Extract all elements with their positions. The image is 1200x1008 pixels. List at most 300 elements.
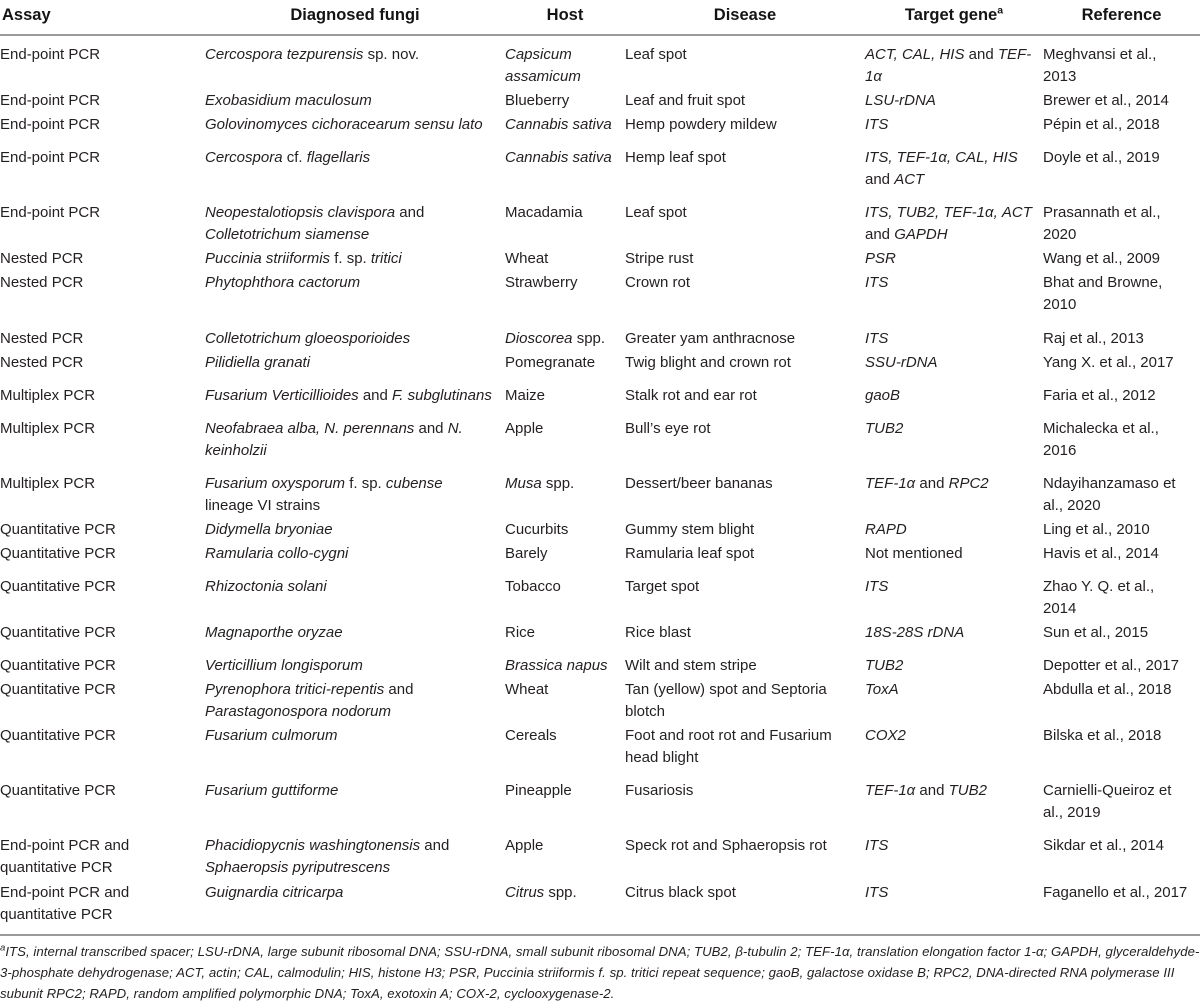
cell-disease: Wilt and stem stripe [625, 657, 757, 675]
cell-assay: Quantitative PCR [0, 624, 116, 642]
taxon-italic: TEF-1α [865, 474, 916, 492]
cell-host [505, 834, 625, 880]
text-roman: Macadamia [505, 204, 583, 222]
table-row [0, 384, 1200, 408]
row-spacer-cell [1043, 566, 1200, 575]
text-roman: and [358, 386, 393, 404]
cell-host [505, 472, 625, 518]
cell-assay: Quantitative PCR [0, 782, 116, 800]
row-spacer-cell [505, 318, 625, 327]
header-spacer-cell [1043, 35, 1200, 43]
cell-reference: Michalecka et al., 2016 [1043, 419, 1159, 459]
row-spacer-cell [505, 770, 625, 779]
cell-host [505, 146, 625, 192]
cell-assay: End-point PCR [0, 92, 101, 110]
cell-reference: Prasannath et al., 2020 [1043, 204, 1161, 244]
cell-diagnosed-fungi [205, 351, 505, 375]
row-spacer [0, 318, 1200, 327]
text-roman: Pineapple [505, 782, 572, 800]
text-roman: Tobacco [505, 577, 561, 595]
taxon-italic: LSU-rDNA [865, 92, 936, 110]
cell-host [505, 201, 625, 247]
cell-host [505, 384, 625, 408]
cell-reference: Abdulla et al., 2018 [1043, 681, 1172, 699]
row-spacer-cell [505, 375, 625, 384]
text-roman: Apple [505, 837, 544, 855]
cell-diagnosed-fungi [205, 146, 505, 192]
cell-reference: Faganello et al., 2017 [1043, 883, 1188, 901]
table-row [0, 271, 1200, 317]
cell-target-gene [865, 201, 1043, 247]
cell-reference: Meghvansi et al., 2013 [1043, 46, 1157, 86]
row-spacer-cell [625, 318, 865, 327]
cell-reference: Brewer et al., 2014 [1043, 92, 1169, 110]
table-row [0, 351, 1200, 375]
taxon-italic: Phacidiopycnis washingtonensis [205, 837, 421, 855]
column-header-host: Host [505, 0, 625, 35]
taxon-italic: COX2 [865, 727, 906, 745]
cell-target-gene [865, 542, 1043, 566]
taxon-italic: Colletotrichum siamense [205, 226, 370, 244]
cell-host [505, 417, 625, 463]
row-spacer-cell [625, 137, 865, 146]
cell-host [505, 724, 625, 770]
table-header-row [0, 0, 1200, 35]
cell-assay: Quantitative PCR [0, 544, 116, 562]
cell-diagnosed-fungi [205, 881, 505, 927]
row-spacer-cell [205, 463, 505, 472]
taxon-italic: PSR [865, 250, 896, 268]
row-spacer [0, 463, 1200, 472]
row-spacer-cell [205, 137, 505, 146]
cell-disease: Leaf spot [625, 204, 687, 222]
text-roman: Barely [505, 544, 548, 562]
row-spacer-cell [865, 825, 1043, 834]
row-spacer-cell [865, 463, 1043, 472]
row-spacer [0, 137, 1200, 146]
taxon-italic: TEF-1α [865, 782, 916, 800]
text-roman: f. sp. [330, 250, 371, 268]
table-header [0, 0, 1200, 43]
taxon-italic: Magnaporthe oryzae [205, 624, 343, 642]
taxon-italic: Sphaeropsis pyriputrescens [205, 859, 391, 877]
cell-diagnosed-fungi [205, 724, 505, 770]
cell-disease: Leaf spot [625, 46, 687, 63]
taxon-italic: Pyrenophora tritici-repentis [205, 681, 385, 699]
taxon-italic: ITS [865, 329, 889, 347]
taxon-italic: Musa [505, 474, 542, 492]
cell-assay: Nested PCR [0, 250, 84, 268]
footnote-text: ITS, internal transcribed spacer; LSU-rDNA, large subunit ribosomal DNA; SSU-rDNA, small subunit ribosomal DNA; TUB2, β-tubulin 2; TEF-1α, translation elongation factor 1-α; GAPDH, glyceraldehyde-3-phosphate dehydrogenase; ACT, actin; CAL, calmodulin; HIS, histone H3; PSR, Puccinia striiformis f. sp. tritici repeat sequence; gaoB, galactose oxidase B; RPC2, DNA-directed RNA polymerase III subunit RPC2; RAPD, random amplified polymorphic DNA; ToxA, exotoxin A; COX-2, cyclooxygenase-2. [0, 943, 1200, 1002]
taxon-italic: TUB2 [865, 657, 904, 675]
text-roman: Apple [505, 419, 544, 437]
taxon-italic: Fusarium guttiforme [205, 782, 339, 800]
row-spacer-cell [505, 192, 625, 201]
header-spacer-cell [0, 35, 205, 43]
cell-host [505, 247, 625, 271]
cell-disease: Hemp powdery mildew [625, 116, 777, 134]
row-spacer-cell [625, 408, 865, 417]
column-header-diagnosed-fungi: Diagnosed fungi [205, 0, 505, 35]
taxon-italic: ITS [865, 883, 889, 901]
taxon-italic: Capsicum assamicum [505, 46, 581, 86]
cell-target-gene [865, 518, 1043, 542]
taxon-italic: Golovinomyces cichoracearum sensu lato [205, 116, 483, 134]
taxon-italic: TUB2 [865, 419, 904, 437]
text-roman: and [384, 681, 414, 699]
cell-diagnosed-fungi [205, 621, 505, 645]
text-roman: and [414, 419, 448, 437]
cell-disease: Stalk rot and ear rot [625, 386, 757, 404]
cell-host [505, 43, 625, 89]
cell-target-gene [865, 351, 1043, 375]
row-spacer [0, 408, 1200, 417]
table-row [0, 724, 1200, 770]
text-roman: Strawberry [505, 274, 578, 292]
table-row [0, 654, 1200, 678]
column-header-assay: Assay [0, 0, 205, 35]
cell-assay: Multiplex PCR [0, 474, 96, 492]
cell-disease: Gummy stem blight [625, 520, 755, 538]
row-spacer-cell [0, 318, 205, 327]
row-spacer-cell [865, 770, 1043, 779]
cell-reference: Havis et al., 2014 [1043, 544, 1159, 562]
row-spacer-cell [625, 375, 865, 384]
row-spacer-cell [865, 192, 1043, 201]
row-spacer-cell [0, 645, 205, 654]
table-row [0, 43, 1200, 89]
cell-disease: Ramularia leaf spot [625, 544, 755, 562]
taxon-italic: Rhizoctonia solani [205, 577, 327, 595]
taxon-italic: tritici [370, 250, 402, 268]
cell-assay: Quantitative PCR [0, 681, 116, 699]
row-spacer-cell [865, 566, 1043, 575]
row-spacer-cell [625, 192, 865, 201]
text-roman: Not mentioned [865, 544, 963, 562]
cell-host [505, 575, 625, 621]
cell-host [505, 89, 625, 113]
cell-reference: Pépin et al., 2018 [1043, 116, 1160, 134]
taxon-italic: Neopestalotiopsis clavispora [205, 204, 396, 222]
cell-host [505, 678, 625, 724]
taxon-italic: GAPDH [894, 226, 948, 244]
row-spacer-cell [1043, 645, 1200, 654]
cell-reference: Faria et al., 2012 [1043, 386, 1156, 404]
table-body [0, 43, 1200, 927]
footnote-marker: a [0, 942, 6, 954]
taxon-italic: Colletotrichum gloeosporioides [205, 329, 411, 347]
cell-target-gene [865, 43, 1043, 89]
row-spacer-cell [505, 645, 625, 654]
text-roman: lineage VI strains [205, 496, 321, 514]
cell-reference: Raj et al., 2013 [1043, 329, 1144, 347]
taxon-italic: gaoB [865, 386, 901, 404]
row-spacer-cell [625, 566, 865, 575]
cell-disease: Crown rot [625, 274, 691, 292]
cell-host [505, 779, 625, 825]
cell-reference: Depotter et al., 2017 [1043, 657, 1179, 675]
cell-diagnosed-fungi [205, 518, 505, 542]
cell-diagnosed-fungi [205, 542, 505, 566]
cell-assay: End-point PCR and quantitative PCR [0, 837, 130, 877]
column-header-reference: Reference [1043, 0, 1200, 35]
cell-target-gene [865, 472, 1043, 518]
cell-assay: End-point PCR [0, 46, 101, 63]
taxon-italic: SSU-rDNA [865, 353, 938, 371]
cell-assay: End-point PCR [0, 204, 101, 222]
cell-reference: Ling et al., 2010 [1043, 520, 1150, 538]
cell-host [505, 271, 625, 317]
taxon-italic: Citrus [505, 883, 545, 901]
table-row [0, 89, 1200, 113]
cell-target-gene [865, 654, 1043, 678]
row-spacer-cell [205, 825, 505, 834]
cell-target-gene [865, 89, 1043, 113]
taxon-italic: Puccinia striiformis [205, 250, 331, 268]
text-roman: and [865, 171, 895, 189]
cell-disease: Greater yam anthracnose [625, 329, 796, 347]
cell-assay: End-point PCR and quantitative PCR [0, 883, 130, 923]
taxon-italic: Parastagonospora nodorum [205, 703, 391, 721]
row-spacer-cell [505, 463, 625, 472]
cell-target-gene [865, 678, 1043, 724]
row-spacer-cell [0, 408, 205, 417]
text-roman: and [915, 474, 949, 492]
cell-target-gene [865, 575, 1043, 621]
row-spacer-cell [865, 408, 1043, 417]
cell-disease: Citrus black spot [625, 883, 736, 901]
row-spacer-cell [0, 825, 205, 834]
table-row [0, 779, 1200, 825]
cell-disease: Fusariosis [625, 782, 694, 800]
cell-host [505, 327, 625, 351]
cell-assay: Multiplex PCR [0, 419, 96, 437]
taxon-italic: Cannabis sativa [505, 116, 612, 134]
row-spacer-cell [0, 192, 205, 201]
cell-reference: Bilska et al., 2018 [1043, 727, 1162, 745]
row-spacer-cell [1043, 318, 1200, 327]
table-row [0, 327, 1200, 351]
row-spacer-cell [1043, 375, 1200, 384]
header-spacer-cell [625, 35, 865, 43]
cell-diagnosed-fungi [205, 417, 505, 463]
text-roman: and [964, 46, 998, 63]
taxon-italic: ACT, CAL, HIS [865, 46, 965, 63]
cell-diagnosed-fungi [205, 271, 505, 317]
taxon-italic: ACT [894, 171, 925, 189]
taxon-italic: ITS [865, 577, 889, 595]
row-spacer-cell [0, 770, 205, 779]
row-spacer [0, 645, 1200, 654]
row-spacer [0, 566, 1200, 575]
taxon-italic: RAPD [865, 520, 907, 538]
cell-diagnosed-fungi [205, 834, 505, 880]
cell-target-gene [865, 881, 1043, 927]
taxon-italic: RPC2 [948, 474, 989, 492]
taxon-italic: ITS [865, 837, 889, 855]
table-row [0, 472, 1200, 518]
cell-diagnosed-fungi [205, 678, 505, 724]
taxon-italic: Neofabraea alba, N. perennans [205, 419, 415, 437]
taxon-italic: Cannabis sativa [505, 149, 612, 167]
cell-assay: End-point PCR [0, 116, 101, 134]
taxon-italic: N. keinholzii [205, 419, 463, 459]
taxon-italic: ITS, TUB2, TEF-1α, ACT [865, 204, 1032, 222]
cell-target-gene [865, 417, 1043, 463]
row-spacer-cell [865, 645, 1043, 654]
cell-target-gene [865, 834, 1043, 880]
taxon-italic: Guignardia citricarpa [205, 883, 344, 901]
cell-host [505, 654, 625, 678]
table-row [0, 518, 1200, 542]
taxon-italic: TUB2 [948, 782, 987, 800]
cell-disease: Dessert/beer bananas [625, 474, 773, 492]
row-spacer-cell [0, 566, 205, 575]
text-roman: spp. [541, 474, 575, 492]
row-spacer [0, 192, 1200, 201]
row-spacer-cell [205, 318, 505, 327]
cell-disease: Target spot [625, 577, 700, 595]
cell-reference: Yang X. et al., 2017 [1043, 353, 1174, 371]
row-spacer-cell [625, 463, 865, 472]
row-spacer-cell [1043, 137, 1200, 146]
cell-host [505, 351, 625, 375]
cell-diagnosed-fungi [205, 113, 505, 137]
row-spacer-cell [625, 645, 865, 654]
row-spacer [0, 375, 1200, 384]
cell-diagnosed-fungi [205, 43, 505, 89]
table-footnote [0, 936, 1200, 1005]
cell-assay: Multiplex PCR [0, 386, 96, 404]
cell-assay: Nested PCR [0, 353, 84, 371]
taxon-italic: flagellaris [306, 149, 371, 167]
cell-reference: Doyle et al., 2019 [1043, 149, 1160, 167]
taxon-italic: Verticillium longisporum [205, 657, 363, 675]
cell-assay: Quantitative PCR [0, 657, 116, 675]
cell-host [505, 113, 625, 137]
taxon-italic: 18S-28S rDNA [865, 624, 965, 642]
cell-disease: Leaf and fruit spot [625, 92, 746, 110]
cell-diagnosed-fungi [205, 779, 505, 825]
cell-disease: Speck rot and Sphaeropsis rot [625, 837, 827, 855]
text-roman: and [395, 204, 425, 222]
table-row [0, 678, 1200, 724]
taxon-italic: Cercospora [205, 149, 283, 167]
text-roman: Wheat [505, 681, 549, 699]
taxon-italic: Cercospora tezpurensis [205, 46, 364, 63]
table-row [0, 834, 1200, 880]
text-roman: Cucurbits [505, 520, 569, 538]
table-row [0, 113, 1200, 137]
cell-assay: End-point PCR [0, 149, 101, 167]
row-spacer-cell [0, 463, 205, 472]
header-spacer-row [0, 35, 1200, 43]
cell-diagnosed-fungi [205, 472, 505, 518]
taxon-italic: Exobasidium maculosum [205, 92, 372, 110]
taxon-italic: Pilidiella granati [205, 353, 311, 371]
cell-disease: Rice blast [625, 624, 691, 642]
cell-disease: Bull’s eye rot [625, 419, 711, 437]
cell-reference: Zhao Y. Q. et al., 2014 [1043, 577, 1155, 617]
text-roman: spp. [544, 883, 577, 901]
header-spacer-cell [205, 35, 505, 43]
text-roman: Cereals [505, 727, 557, 745]
row-spacer-cell [0, 375, 205, 384]
row-spacer-cell [205, 375, 505, 384]
text-roman: f. sp. [345, 474, 386, 492]
cell-diagnosed-fungi [205, 575, 505, 621]
cell-host [505, 542, 625, 566]
row-spacer [0, 825, 1200, 834]
text-roman: Pomegranate [505, 353, 596, 371]
column-header-disease: Disease [625, 0, 865, 35]
table-row [0, 201, 1200, 247]
row-spacer-cell [205, 192, 505, 201]
cell-reference: Sikdar et al., 2014 [1043, 837, 1164, 855]
taxon-italic: Brassica napus [505, 657, 608, 675]
row-spacer-cell [625, 770, 865, 779]
cell-target-gene [865, 271, 1043, 317]
taxon-italic: F. subglutinans [392, 386, 492, 404]
taxon-italic: Fusarium oxysporum [205, 474, 346, 492]
row-spacer-cell [1043, 408, 1200, 417]
cell-diagnosed-fungi [205, 89, 505, 113]
cell-assay: Quantitative PCR [0, 727, 116, 745]
taxon-italic: ITS [865, 274, 889, 292]
cell-diagnosed-fungi [205, 247, 505, 271]
row-spacer [0, 770, 1200, 779]
taxon-italic: ITS [865, 116, 889, 134]
row-spacer-cell [865, 375, 1043, 384]
cell-target-gene [865, 724, 1043, 770]
cell-target-gene [865, 327, 1043, 351]
cell-host [505, 881, 625, 927]
table-row [0, 146, 1200, 192]
table-row [0, 575, 1200, 621]
cell-assay: Nested PCR [0, 274, 84, 292]
cell-reference: Ndayihanzamaso et al., 2020 [1043, 474, 1176, 514]
header-spacer-cell [505, 35, 625, 43]
text-roman: spp. [572, 329, 606, 347]
text-roman: Maize [505, 386, 546, 404]
header-spacer-cell [865, 35, 1043, 43]
cell-diagnosed-fungi [205, 327, 505, 351]
column-header-target-gene [865, 0, 1043, 35]
cell-reference: Bhat and Browne, 2010 [1043, 274, 1163, 314]
taxon-italic: TEF-1α [865, 46, 1032, 86]
taxon-italic: Ramularia collo-cygni [205, 544, 349, 562]
cell-diagnosed-fungi [205, 384, 505, 408]
cell-host [505, 518, 625, 542]
taxon-italic: Phytophthora cactorum [205, 274, 361, 292]
taxon-italic: ITS, TEF-1α, CAL, HIS [865, 149, 1018, 167]
table-row [0, 417, 1200, 463]
row-spacer-cell [1043, 463, 1200, 472]
text-roman: and [420, 837, 450, 855]
table-row [0, 247, 1200, 271]
table-row [0, 542, 1200, 566]
cell-disease: Foot and root rot and Fusarium head blight [625, 727, 832, 767]
row-spacer-cell [1043, 192, 1200, 201]
cell-diagnosed-fungi [205, 201, 505, 247]
text-roman: Blueberry [505, 92, 570, 110]
cell-target-gene [865, 146, 1043, 192]
taxon-italic: Fusarium Verticillioides [205, 386, 359, 404]
taxon-italic: Didymella bryoniae [205, 520, 333, 538]
row-spacer-cell [1043, 770, 1200, 779]
cell-target-gene [865, 779, 1043, 825]
text-roman: cf. [282, 149, 307, 167]
